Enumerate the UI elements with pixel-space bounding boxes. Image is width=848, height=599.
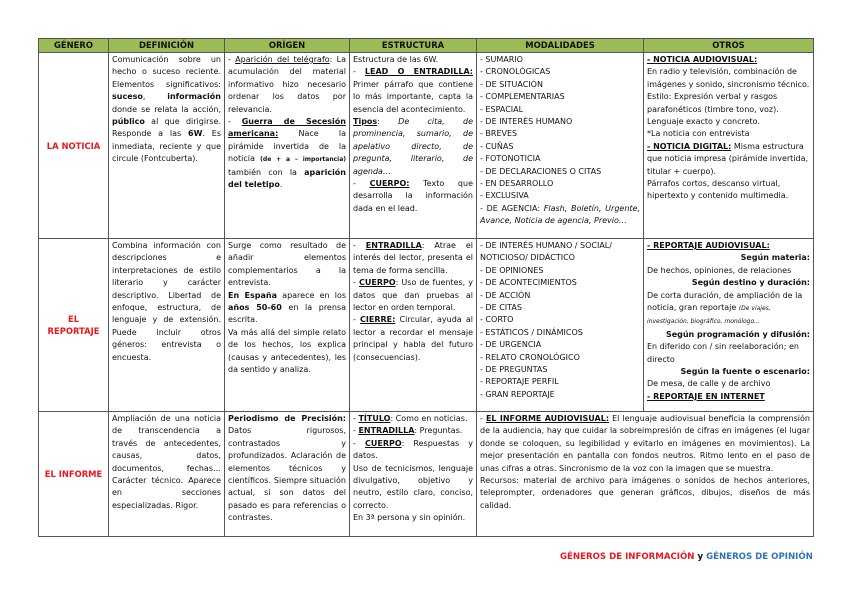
noticia-origen: - Aparición del telégrafo: La acumulación del material informativo hizo necesario ordenar los datos por relevancia. - Guerra de Secesión americana: Nace la pirámide invertida de la noticia (de + a – importancia) también con la aparición del teletipo. [225,53,350,239]
list-item: - REPORTAJE PERFIL [480,377,559,387]
row-reportaje [39,239,814,412]
footer-conjunction: y [694,552,707,562]
list-item: - DE INTERÉS HUMANO / SOCIAL/ NOTICIOSO/ DIDÁCTICO [480,241,612,263]
list-item: - DE ACONTECIMIENTOS [480,278,577,288]
header-modalidades: MODALIDADES [477,39,644,53]
reportaje-otros: - REPORTAJE AUDIOVISUAL: Según materia: De hechos, opiniones, de relaciones Según destino y duración: De corta duración, de ampliación de la noticia, gran reportaje (De viajes, investigación, biográfico, monólogo... Según programación y difusión: En diferido con / sin reelaboración; en directo Según la fuente o escenario: De mesa, de calle y de archivo - REPORTAJE EN INTERNET [644,239,814,412]
list-item: - DE INTERÉS HUMANO [480,117,573,127]
list-item: - CRONOLÓGICAS [480,67,551,77]
list-item: - GRAN REPORTAJE [480,389,555,399]
list-item: - RELATO CRONOLÓGICO [480,352,580,362]
header-row [39,39,814,53]
noticia-modalidades [477,53,644,239]
genre-noticia: LA NOTICIA [39,53,109,239]
list-item: - CORTO [480,315,514,325]
list-item: - ESTÁTICOS / DINÁMICOS [480,327,583,337]
footer-caption [560,552,813,562]
reportaje-definicion: Combina información con descripciones e interpretaciones de estilo literario y carácter descriptivo. Libertad de enfoque, estructura, de lenguaje y de extensión. Puede incluir otros géneros: entrevista o encuesta. [109,239,225,412]
list-item: - DE ACCIÓN [480,290,531,300]
list-item: - COMPLEMENTARIAS [480,92,565,102]
header-otros: OTROS [644,39,814,53]
list-item: - DE DECLARACIONES O CITAS [480,166,602,176]
header-definicion: DEFINICIÓN [109,39,225,53]
list-item: - EXCLUSIVA [480,191,529,201]
reportaje-origen: Surge como resultado de añadir elementos complementarios a la entrevista. En España aparece en los años 50-60 en la prensa escrita. Va más allá del simple relato de los hechos, los explica (causas y antecedentes), les da sentido y analiza. [225,239,350,412]
list-item: - SUMARIO [480,55,523,64]
row-informe [39,412,814,537]
list-item: - EN DESARROLLO [480,179,554,189]
noticia-otros: - NOTICIA AUDIOVISUAL: En radio y televisión, combinación de imágenes y sonido, sincronismo técnico. Estilo: Expresión verbal y rasgos parafonéticos (timbre tono, voz). Lenguaje exacto y concreto. *La noticia con entrevista - NOTICIA DIGITAL: Misma estructura que noticia impresa (pirámide invertida, titular + cuerpo). Párrafos cortos, descanso virtual, hipertexto y contenido multimedia. [644,53,814,239]
list-item: - BREVES [480,129,518,139]
informe-merged-cell: - EL INFORME AUDIOVISUAL: El lenguaje audiovisual beneficia la comprensión de la audiencia, hay que cuidar la sobreimpresión de cifras en imágenes (el lugar donde se coloquen, su legibilidad y evitarlo en imágenes en movimientos). La mejor presentación en pantalla con fondos neutros. Ritmo lento en el paso de unas cifras a otras. Sincronismo de la voz con la imagen que se muestra. Recursos: material de archivo para imágenes o sonidos de hechos anteriores, teleprompter, ordenadores que generan gráficos, dibujos, diseños de más calidad. [477,412,814,537]
list-item: - DE OPINIONES [480,265,544,275]
genre-informe: EL INFORME [39,412,109,537]
genres-table [38,38,814,537]
list-item: - DE AGENCIA: Flash, Boletín, Urgente, Avance, Noticia de agencia, Previo… [480,203,640,226]
list-item: - DE CITAS [480,303,522,313]
genre-reportaje: EL REPORTAJE [39,239,109,412]
list-item: - FOTONOTICIA [480,154,541,164]
informe-estructura: - TÍTULO: Como en noticias. - ENTRADILLA: Preguntas. - CUERPO: Respuestas y datos. Uso de tecnicismos, lenguaje divulgativo, objetivo y neutro, estilo claro, conciso, correcto. En 3ª persona y sin opinión. [350,412,477,537]
list-item: - DE SITUACIÓN [480,79,543,89]
header-estructura: ESTRUCTURA [350,39,477,53]
informe-definicion: Ampliación de una noticia de transcendencia a través de antecedentes, causas, datos, documentos, fechas… Carácter técnico. Aparece en secciones especializadas. Rigor. [109,412,225,537]
reportaje-estructura: - ENTRADILLA: Atrae el interés del lector, presenta el tema de forma sencilla. - CUERPO: Uso de fuentes, y datos que dan pruebas al lector en orden temporal. - CIERRE: Circular, ayuda al lector a recordar el mensaje principal y habla del futuro (consecuencias). [350,239,477,412]
header-genero: GÉNERO [39,39,109,53]
row-noticia [39,53,814,239]
noticia-definicion: Comunicación sobre un hecho o suceso reciente. Elementos significativos: suceso, información donde se relata la acción, público al que dirigirse. Responde a las 6W. Es inmediata, reciente y que circule (Fontcuberta). [109,53,225,239]
list-item: - ESPACIAL [480,104,524,114]
informe-origen: Periodismo de Precisión: Datos rigurosos, contrastados y profundizados. Aclaración de elementos técnicos y científicos. Siempre situación actual, si son datos del pasado es para referencias o contrastes. [225,412,350,537]
footer-opinion: GÉNEROS DE OPINIÓN [706,552,813,562]
list-item: - DE PREGUNTAS [480,365,548,375]
list-item: - DE URGENCIA [480,340,542,350]
header-origen: ORÍGEN [225,39,350,53]
noticia-estructura: Estructura de las 6W. - LEAD O ENTRADILLA: Primer párrafo que contiene lo más importante, capta la esencia del acontecimiento. Tipos: De cita, de prominencia, sumario, de apelativo directo, de pregunta, literario, de agenda… - CUERPO: Texto que desarrolla la información dada en el lead. [350,53,477,239]
reportaje-modalidades [477,239,644,412]
list-item: - CUÑAS [480,141,514,151]
footer-informacion: GÉNEROS DE INFORMACIÓN [560,552,695,562]
